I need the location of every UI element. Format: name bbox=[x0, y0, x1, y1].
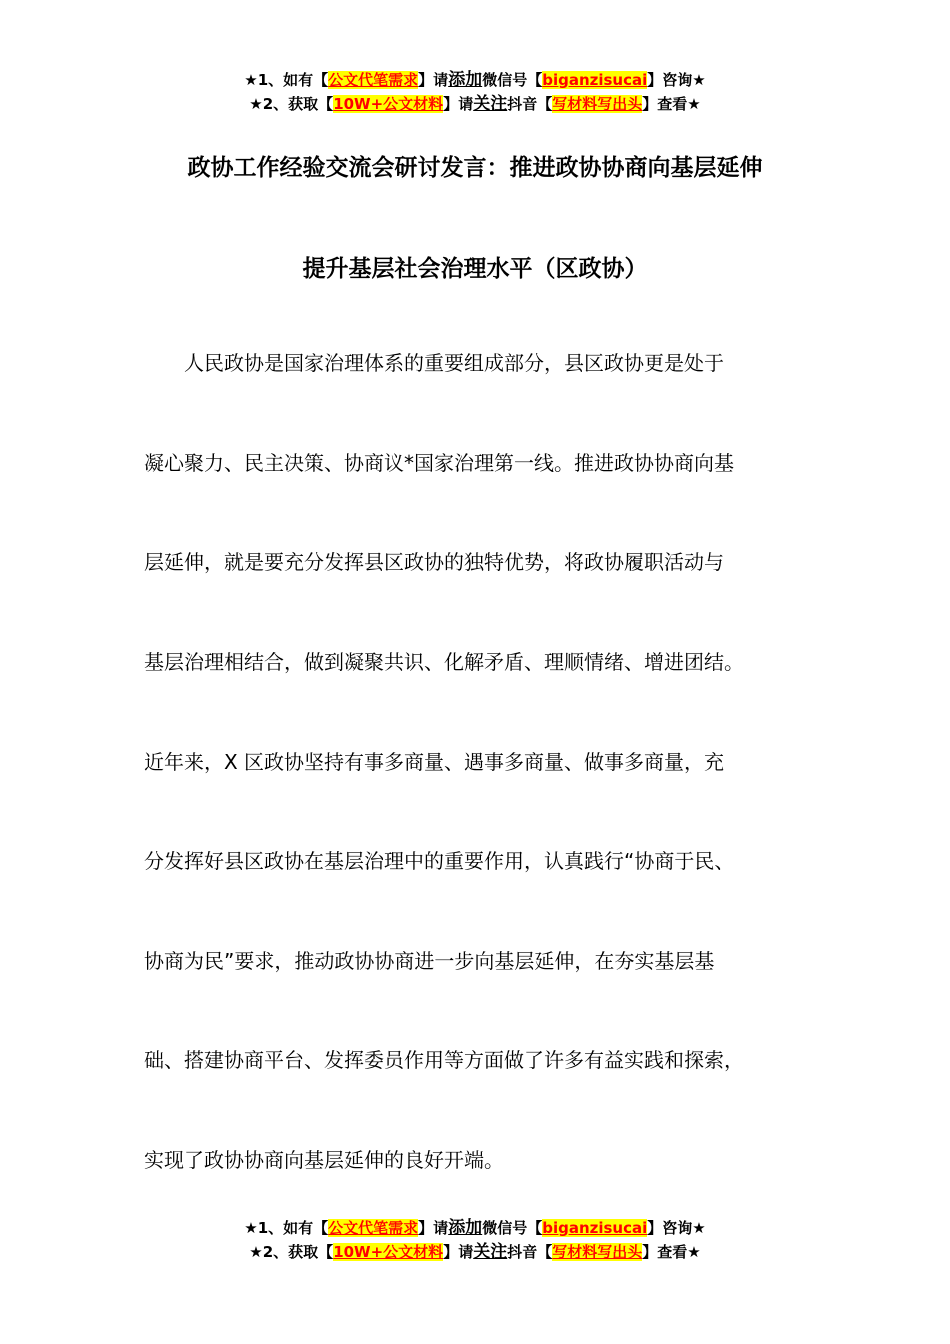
body-line: 础、搭建协商平台、发挥委员作用等方面做了许多有益实践和探索， bbox=[144, 1048, 744, 1072]
banner-text: 微信号【 bbox=[482, 1219, 543, 1237]
banner-text: 抖音【 bbox=[507, 1243, 553, 1261]
banner-text: 抖音【 bbox=[507, 95, 553, 113]
banner-highlight: 写材料写出头 bbox=[552, 1243, 643, 1261]
banner-line-1 bbox=[0, 1216, 950, 1240]
banner-text: 】请 bbox=[418, 1219, 449, 1237]
body-line: 层延伸，就是要充分发挥县区政协的独特优势，将政协履职活动与 bbox=[144, 550, 724, 574]
banner-highlight: 写材料写出头 bbox=[552, 95, 643, 113]
banner-text: 】咨询★ bbox=[647, 1219, 706, 1237]
banner-text: ★1、如有【 bbox=[244, 71, 329, 89]
body-line: 人民政协是国家治理体系的重要组成部分，县区政协更是处于 bbox=[144, 351, 724, 375]
banner-text: 】咨询★ bbox=[647, 71, 706, 89]
body-line: 协商为民”要求，推动政协协商进一步向基层延伸，在夯实基层基 bbox=[144, 949, 715, 973]
banner-highlight: 10W+公文材料 bbox=[333, 95, 444, 113]
body-line: 基层治理相结合，做到凝聚共识、化解矛盾、理顺情绪、增进团结。 bbox=[144, 650, 744, 674]
banner-underline: 添加 bbox=[448, 70, 483, 90]
bottom-banner bbox=[0, 1216, 950, 1264]
banner-text: 】请 bbox=[443, 1243, 474, 1261]
banner-line-2 bbox=[0, 1240, 950, 1264]
banner-text: 】请 bbox=[443, 95, 474, 113]
body-line: 近年来，X 区政协坚持有事多商量、遇事多商量、做事多商量，充 bbox=[144, 750, 725, 774]
document-title-line-1: 政协工作经验交流会研讨发言：推进政协协商向基层延伸 bbox=[187, 155, 763, 181]
body-line: 凝心聚力、民主决策、协商议*国家治理第一线。推进政协协商向基 bbox=[144, 451, 734, 475]
banner-highlight: biganzisucai bbox=[542, 1219, 648, 1237]
banner-underline: 关注 bbox=[473, 1242, 508, 1262]
top-banner bbox=[0, 68, 950, 116]
banner-text: ★2、获取【 bbox=[249, 95, 334, 113]
body-line: 实现了政协协商向基层延伸的良好开端。 bbox=[144, 1148, 504, 1172]
banner-underline: 添加 bbox=[448, 1218, 483, 1238]
banner-text: 微信号【 bbox=[482, 71, 543, 89]
banner-text: 】查看★ bbox=[642, 95, 701, 113]
banner-text: 】查看★ bbox=[642, 1243, 701, 1261]
banner-text: ★1、如有【 bbox=[244, 1219, 329, 1237]
banner-highlight: biganzisucai bbox=[542, 71, 648, 89]
banner-underline: 关注 bbox=[473, 94, 508, 114]
banner-line-1 bbox=[0, 68, 950, 92]
body-line: 分发挥好县区政协在基层治理中的重要作用，认真践行“协商于民、 bbox=[144, 849, 735, 873]
banner-text: ★2、获取【 bbox=[249, 1243, 334, 1261]
document-title-line-2: 提升基层社会治理水平（区政协） bbox=[302, 256, 648, 282]
banner-highlight: 公文代笔需求 bbox=[328, 71, 419, 89]
banner-highlight: 10W+公文材料 bbox=[333, 1243, 444, 1261]
banner-highlight: 公文代笔需求 bbox=[328, 1219, 419, 1237]
banner-line-2 bbox=[0, 92, 950, 116]
banner-text: 】请 bbox=[418, 71, 449, 89]
